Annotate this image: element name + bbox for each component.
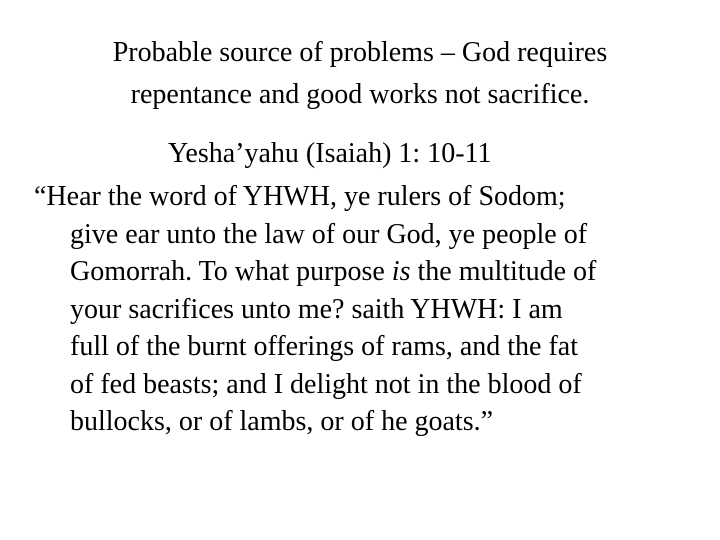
quote-line-7: bullocks, or of lambs, or of he goats.”	[70, 406, 494, 437]
quote-line-1: “Hear the word of YHWH, ye rulers of Sodom;	[34, 181, 566, 212]
scripture-quote	[34, 178, 694, 441]
quote-line-4: your sacrifices unto me? saith YHWH: I am	[70, 293, 563, 325]
quote-line-5: full of the burnt offerings of rams, and the fat	[70, 331, 579, 362]
title-line-2: repentance and good works not sacrifice.	[130, 79, 590, 110]
scripture-reference: Yesha’yahu (Isaiah) 1: 10-11	[168, 138, 492, 169]
quote-line-3-end: the multitude of	[410, 256, 597, 287]
slide-title	[40, 32, 680, 116]
quote-emphasis: is	[391, 256, 411, 287]
quote-line-2: give ear unto the law of our God, ye people of	[70, 218, 588, 250]
title-line-1: Probable source of problems – God requires	[112, 37, 608, 68]
quote-line-3	[34, 253, 694, 291]
quote-line-3-start: Gomorrah. To what purpose	[70, 256, 392, 287]
quote-line-6: of fed beasts; and I delight not in the blood of	[70, 368, 582, 400]
